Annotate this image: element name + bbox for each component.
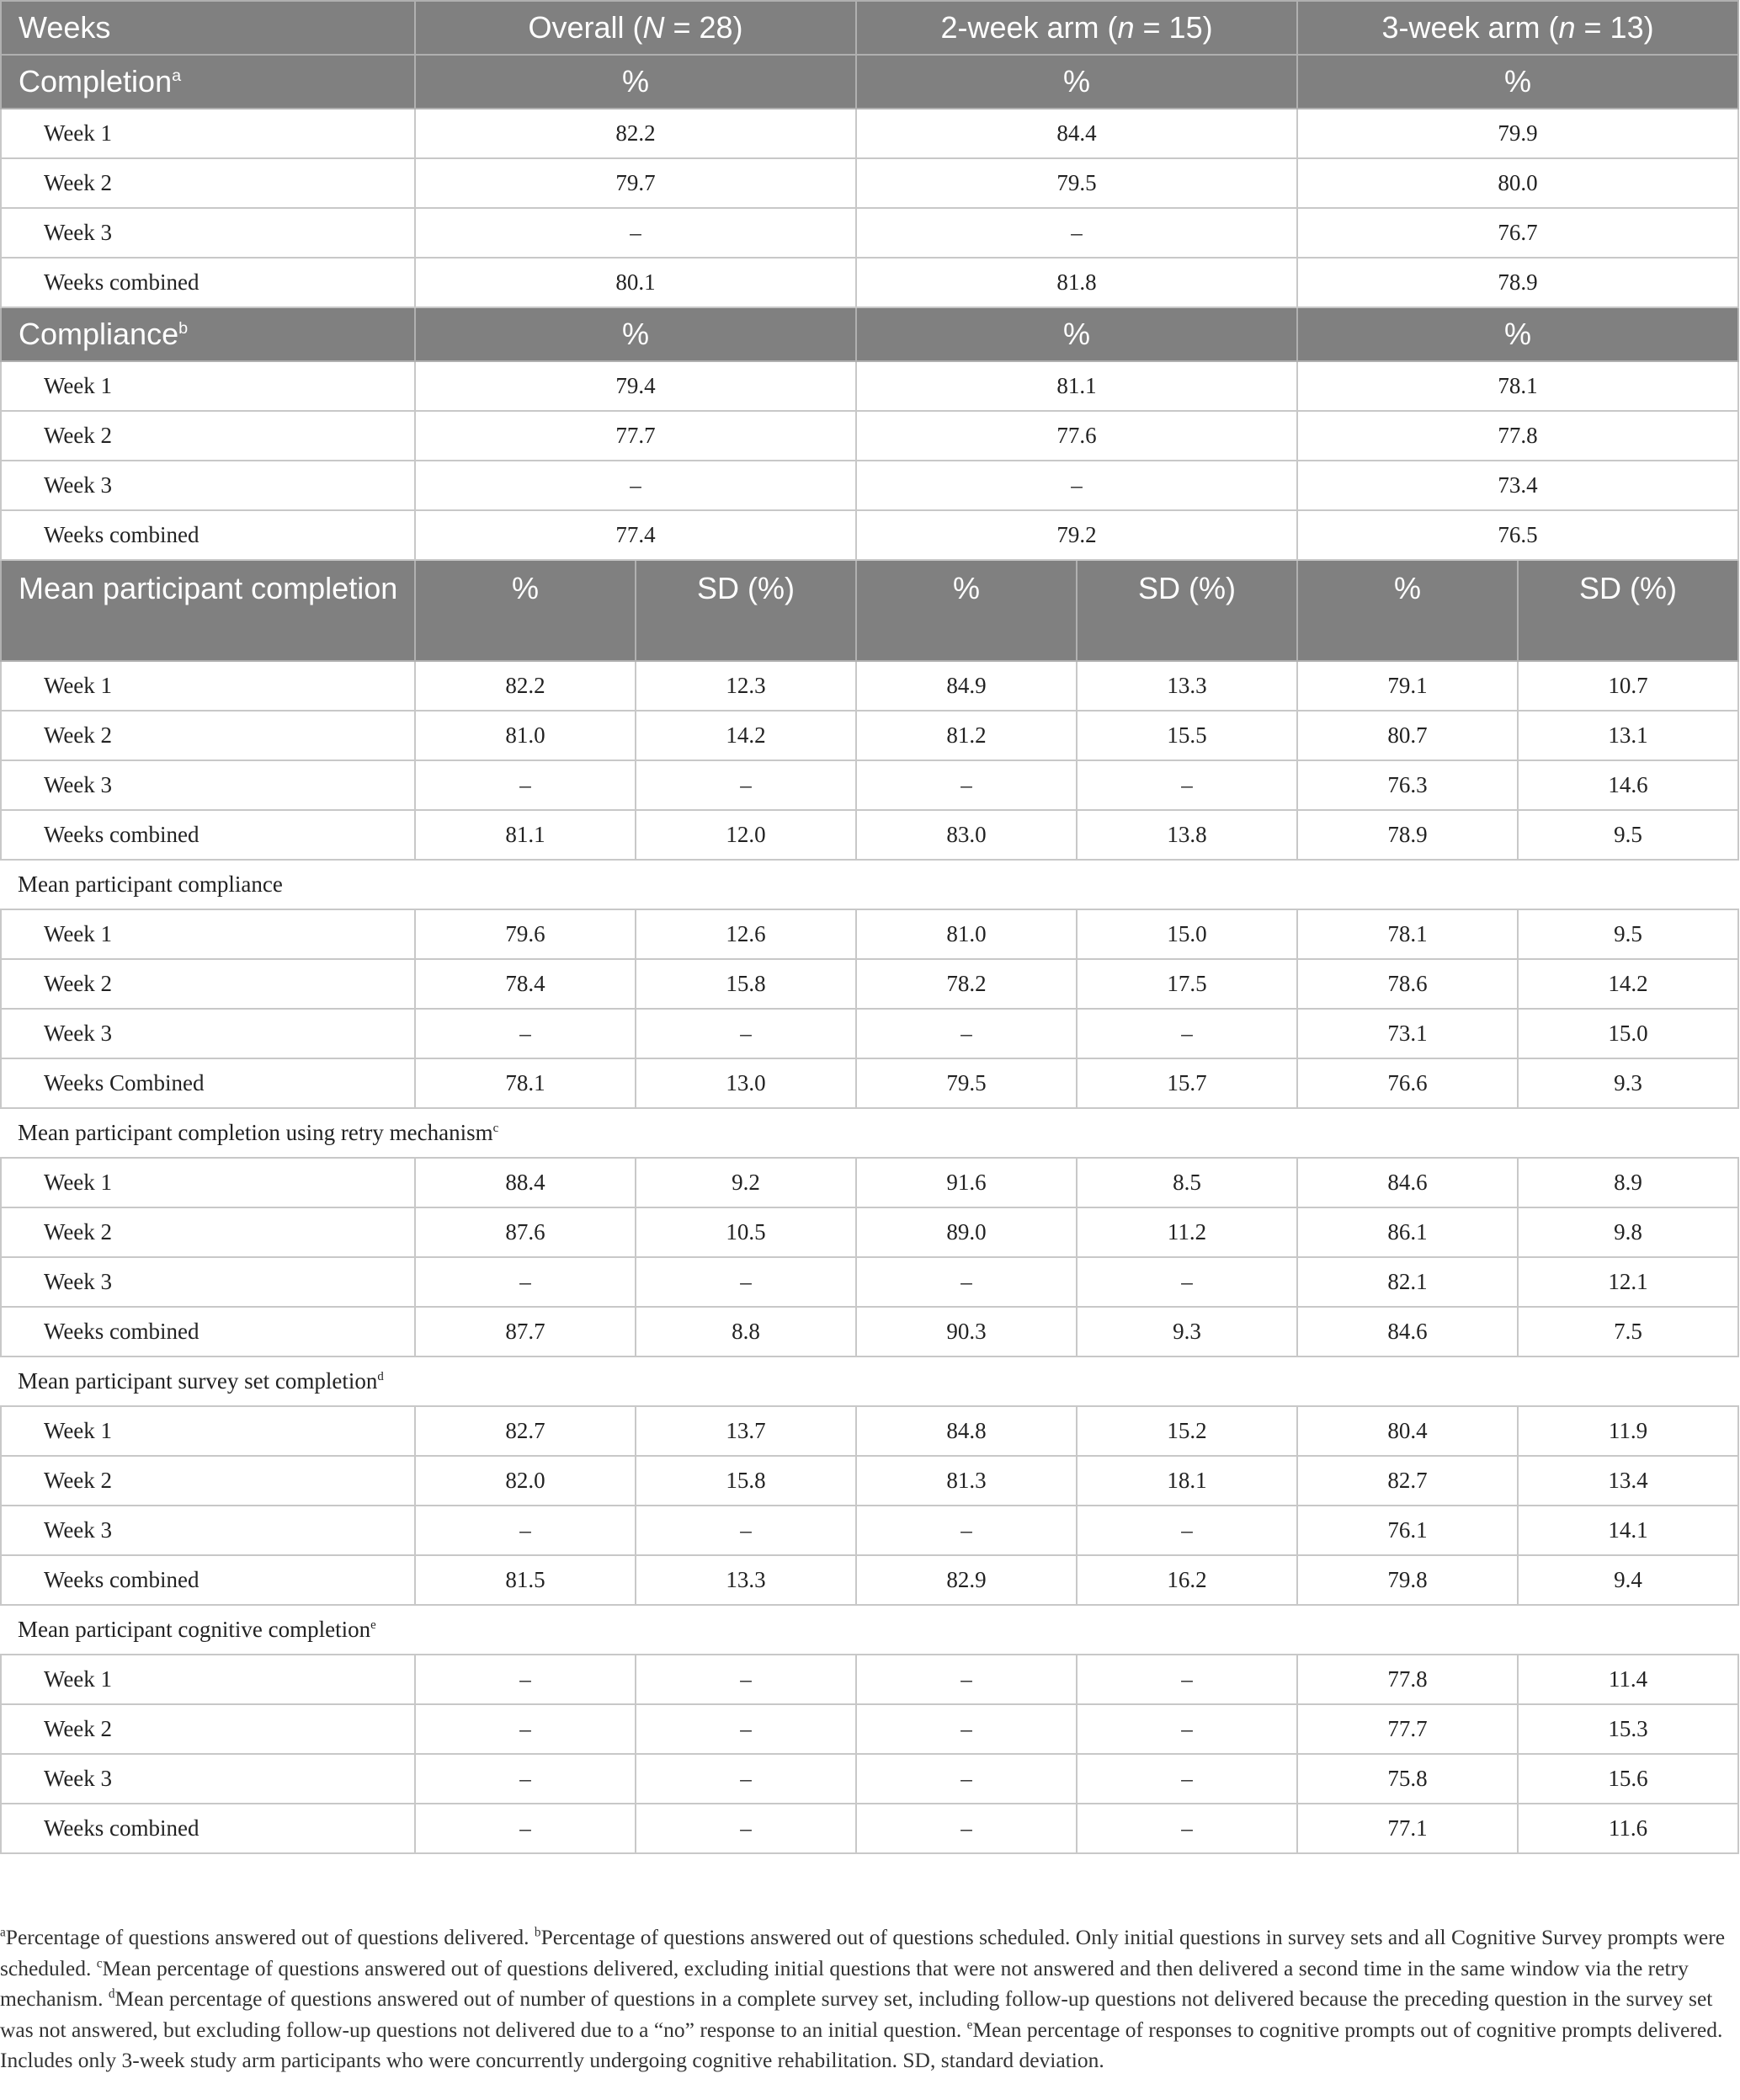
- value-cell: –: [1077, 1655, 1297, 1704]
- row-label: Weeks combined: [1, 1804, 415, 1853]
- value-cell: 15.0: [1077, 909, 1297, 959]
- value-cell: 75.8: [1297, 1754, 1518, 1804]
- value-cell: 83.0: [856, 810, 1077, 860]
- sd-header: SD (%): [636, 560, 856, 661]
- value-cell: –: [856, 1009, 1077, 1058]
- value-cell: –: [856, 1754, 1077, 1804]
- table-row: [1, 1506, 1738, 1555]
- value-cell: 79.6: [415, 909, 636, 959]
- value-cell: 17.5: [1077, 959, 1297, 1009]
- row-label: Week 2: [1, 1704, 415, 1754]
- column-header-row: [1, 1, 1738, 55]
- value-cell: 15.6: [1518, 1754, 1738, 1804]
- value-cell: 13.7: [636, 1406, 856, 1456]
- value-cell: 9.5: [1518, 909, 1738, 959]
- row-label: Week 2: [1, 1207, 415, 1257]
- table-row: [1, 1804, 1738, 1853]
- table-row: [1, 810, 1738, 860]
- row-label: Week 3: [1, 1257, 415, 1307]
- value-cell: 13.3: [1077, 661, 1297, 711]
- value-cell: –: [1077, 760, 1297, 810]
- value-cell: 12.1: [1518, 1257, 1738, 1307]
- value-cell: –: [415, 1506, 636, 1555]
- value-cell: 8.8: [636, 1307, 856, 1356]
- value-cell: 9.2: [636, 1158, 856, 1207]
- value-cell: –: [1077, 1704, 1297, 1754]
- table-row: [1, 1655, 1738, 1704]
- value-cell: 82.7: [1297, 1456, 1518, 1506]
- three-week-arm-header: 3-week arm (n = 13): [1297, 1, 1738, 55]
- value-cell: 78.6: [1297, 959, 1518, 1009]
- value-cell: –: [636, 1754, 856, 1804]
- value-cell: 84.8: [856, 1406, 1077, 1456]
- table-row: [1, 1555, 1738, 1605]
- footnote-marker: c: [492, 1122, 499, 1135]
- row-label: Week 1: [1, 109, 415, 158]
- value-cell: 80.1: [415, 258, 856, 307]
- value-cell: –: [415, 208, 856, 258]
- footnote-marker: e: [966, 2017, 973, 2032]
- table-row: [1, 1009, 1738, 1058]
- table-row: [1, 760, 1738, 810]
- section-title: [1, 307, 415, 361]
- value-cell: –: [856, 1257, 1077, 1307]
- value-cell: 11.4: [1518, 1655, 1738, 1704]
- table-row: [1, 1207, 1738, 1257]
- value-cell: 13.1: [1518, 711, 1738, 760]
- value-cell: 9.3: [1077, 1307, 1297, 1356]
- footnote-marker: b: [534, 1925, 541, 1940]
- subsection-title-text: Mean participant cognitive completion: [18, 1617, 371, 1642]
- table-row: [1, 1406, 1738, 1456]
- value-cell: 87.7: [415, 1307, 636, 1356]
- value-cell: –: [856, 1804, 1077, 1853]
- value-cell: –: [636, 1655, 856, 1704]
- value-cell: 15.5: [1077, 711, 1297, 760]
- value-cell: 12.6: [636, 909, 856, 959]
- value-cell: –: [415, 461, 856, 510]
- table-row: [1, 661, 1738, 711]
- subsection-row: [1, 1605, 1738, 1655]
- subsection-title: [1, 1605, 1738, 1655]
- value-cell: 82.9: [856, 1555, 1077, 1605]
- section-title: [1, 55, 415, 109]
- value-cell: –: [415, 1009, 636, 1058]
- footnote-text: Mean percentage of questions answered out of number of questions in a complete survey set, including follow-up questions not delivered because the preceding question in the survey set was not answered, but excluding follow-up questions not delivered due to a “no” response to an initial question.: [0, 1986, 1713, 2042]
- value-cell: 81.8: [856, 258, 1297, 307]
- value-cell: 13.0: [636, 1058, 856, 1108]
- value-cell: –: [415, 1704, 636, 1754]
- subsection-title-text: Mean participant survey set completion: [18, 1368, 378, 1394]
- value-cell: 77.7: [1297, 1704, 1518, 1754]
- value-cell: 9.5: [1518, 810, 1738, 860]
- value-cell: –: [1077, 1754, 1297, 1804]
- value-cell: –: [856, 208, 1297, 258]
- section-title-text: Completion: [19, 64, 173, 99]
- value-cell: 14.6: [1518, 760, 1738, 810]
- value-cell: –: [415, 1257, 636, 1307]
- row-label: Week 1: [1, 909, 415, 959]
- value-cell: –: [636, 1704, 856, 1754]
- value-cell: 76.7: [1297, 208, 1738, 258]
- value-cell: –: [1077, 1506, 1297, 1555]
- subsection-row: [1, 1356, 1738, 1406]
- value-cell: 78.9: [1297, 258, 1738, 307]
- footnote-text: Mean percentage of responses to cognitive prompts out of cognitive prompts delivered. Includes only 3-week study arm participants who were concurrently undergoing cognitive rehabilitation. SD, standard deviation.: [0, 2017, 1723, 2072]
- value-cell: 82.7: [415, 1406, 636, 1456]
- value-cell: 84.9: [856, 661, 1077, 711]
- value-cell: 79.8: [1297, 1555, 1518, 1605]
- two-week-arm-header: 2-week arm (n = 15): [856, 1, 1297, 55]
- value-cell: 76.3: [1297, 760, 1518, 810]
- row-label: Weeks combined: [1, 510, 415, 560]
- value-cell: –: [415, 1754, 636, 1804]
- value-cell: 73.4: [1297, 461, 1738, 510]
- unit-header: %: [856, 307, 1297, 361]
- unit-header: %: [415, 307, 856, 361]
- value-cell: 79.9: [1297, 109, 1738, 158]
- sd-header: SD (%): [1077, 560, 1297, 661]
- value-cell: 78.4: [415, 959, 636, 1009]
- value-cell: 78.1: [1297, 361, 1738, 411]
- value-cell: 13.8: [1077, 810, 1297, 860]
- subsection-title-text: Mean participant completion using retry mechanism: [18, 1120, 493, 1145]
- value-cell: 73.1: [1297, 1009, 1518, 1058]
- section-header-row: [1, 307, 1738, 361]
- value-cell: 13.3: [636, 1555, 856, 1605]
- subsection-title: [1, 1108, 1738, 1158]
- row-label: Weeks combined: [1, 1555, 415, 1605]
- value-cell: –: [856, 1506, 1077, 1555]
- subsection-row: [1, 860, 1738, 909]
- value-cell: 10.5: [636, 1207, 856, 1257]
- row-label: Week 2: [1, 411, 415, 461]
- value-cell: 9.3: [1518, 1058, 1738, 1108]
- percent-header: %: [415, 560, 636, 661]
- value-cell: 76.5: [1297, 510, 1738, 560]
- unit-header: %: [1297, 307, 1738, 361]
- percent-header: %: [856, 560, 1077, 661]
- table-footnote: [0, 1922, 1726, 2076]
- footnote-marker: a: [172, 67, 182, 85]
- value-cell: 82.2: [415, 661, 636, 711]
- value-cell: 81.3: [856, 1456, 1077, 1506]
- table-row: [1, 1456, 1738, 1506]
- table-row: [1, 711, 1738, 760]
- value-cell: 81.1: [856, 361, 1297, 411]
- row-label: Week 2: [1, 1456, 415, 1506]
- value-cell: –: [636, 1009, 856, 1058]
- value-cell: –: [1077, 1804, 1297, 1853]
- row-label: Week 2: [1, 158, 415, 208]
- footnote-text: Percentage of questions answered out of questions delivered.: [5, 1925, 535, 1949]
- value-cell: 77.1: [1297, 1804, 1518, 1853]
- subsection-title-text: Mean participant compliance: [18, 871, 283, 897]
- value-cell: 9.4: [1518, 1555, 1738, 1605]
- value-cell: 14.2: [636, 711, 856, 760]
- value-cell: 8.5: [1077, 1158, 1297, 1207]
- value-cell: 80.0: [1297, 158, 1738, 208]
- value-cell: –: [856, 1655, 1077, 1704]
- value-cell: 84.4: [856, 109, 1297, 158]
- row-label: Week 2: [1, 959, 415, 1009]
- row-label: Week 3: [1, 760, 415, 810]
- value-cell: 82.2: [415, 109, 856, 158]
- value-cell: 9.8: [1518, 1207, 1738, 1257]
- footnote-marker: d: [108, 1986, 115, 2001]
- value-cell: 91.6: [856, 1158, 1077, 1207]
- percent-header: %: [1297, 560, 1518, 661]
- value-cell: 81.2: [856, 711, 1077, 760]
- value-cell: 16.2: [1077, 1555, 1297, 1605]
- value-cell: 15.2: [1077, 1406, 1297, 1456]
- footnote-marker: b: [178, 319, 189, 338]
- value-cell: 90.3: [856, 1307, 1077, 1356]
- value-cell: 81.1: [415, 810, 636, 860]
- footnote-text: Mean percentage of questions answered out of questions delivered, excluding initial questions that were not answered and then delivered a second time in the same window via the retry mechanism.: [0, 1955, 1689, 2011]
- table-row: [1, 461, 1738, 510]
- value-cell: 89.0: [856, 1207, 1077, 1257]
- value-cell: –: [636, 760, 856, 810]
- value-cell: –: [856, 461, 1297, 510]
- value-cell: –: [856, 760, 1077, 810]
- value-cell: 77.4: [415, 510, 856, 560]
- table-row: [1, 510, 1738, 560]
- table-row: [1, 1307, 1738, 1356]
- subsection-title: [1, 860, 1738, 909]
- value-cell: –: [636, 1257, 856, 1307]
- value-cell: 13.4: [1518, 1456, 1738, 1506]
- value-cell: 79.7: [415, 158, 856, 208]
- table-row: [1, 258, 1738, 307]
- value-cell: 8.9: [1518, 1158, 1738, 1207]
- value-cell: 84.6: [1297, 1158, 1518, 1207]
- unit-header: %: [856, 55, 1297, 109]
- value-cell: 79.5: [856, 158, 1297, 208]
- row-label: Week 1: [1, 661, 415, 711]
- value-cell: 81.0: [856, 909, 1077, 959]
- row-label: Week 2: [1, 711, 415, 760]
- value-cell: 77.8: [1297, 1655, 1518, 1704]
- value-cell: 78.9: [1297, 810, 1518, 860]
- value-cell: 78.1: [415, 1058, 636, 1108]
- row-label: Week 3: [1, 208, 415, 258]
- value-cell: 81.0: [415, 711, 636, 760]
- value-cell: 7.5: [1518, 1307, 1738, 1356]
- value-cell: 78.2: [856, 959, 1077, 1009]
- value-cell: –: [415, 760, 636, 810]
- mean-section-title: Mean participant completion: [1, 560, 415, 661]
- value-cell: –: [636, 1804, 856, 1853]
- table-row: [1, 909, 1738, 959]
- table-row: [1, 361, 1738, 411]
- row-label: Weeks combined: [1, 810, 415, 860]
- value-cell: 12.0: [636, 810, 856, 860]
- value-cell: 15.0: [1518, 1009, 1738, 1058]
- value-cell: 14.2: [1518, 959, 1738, 1009]
- value-cell: 80.4: [1297, 1406, 1518, 1456]
- sd-header: SD (%): [1518, 560, 1738, 661]
- table-row: [1, 1704, 1738, 1754]
- mean-header-row: [1, 560, 1738, 661]
- footnote-paragraph: [0, 1922, 1726, 2076]
- section-header-row: [1, 55, 1738, 109]
- subsection-title: [1, 1356, 1738, 1406]
- value-cell: –: [1077, 1009, 1297, 1058]
- table-row: [1, 959, 1738, 1009]
- value-cell: 12.3: [636, 661, 856, 711]
- table-row: [1, 208, 1738, 258]
- subsection-row: [1, 1108, 1738, 1158]
- value-cell: –: [856, 1704, 1077, 1754]
- value-cell: 10.7: [1518, 661, 1738, 711]
- value-cell: –: [415, 1655, 636, 1704]
- value-cell: 79.4: [415, 361, 856, 411]
- weeks-header: Weeks: [1, 1, 415, 55]
- row-label: Week 3: [1, 1506, 415, 1555]
- row-label: Week 3: [1, 1009, 415, 1058]
- value-cell: 77.7: [415, 411, 856, 461]
- table-row: [1, 158, 1738, 208]
- value-cell: 79.5: [856, 1058, 1077, 1108]
- row-label: Weeks Combined: [1, 1058, 415, 1108]
- footnote-marker: a: [0, 1925, 6, 1940]
- value-cell: 18.1: [1077, 1456, 1297, 1506]
- footnote-marker: e: [370, 1618, 376, 1632]
- table-row: [1, 1257, 1738, 1307]
- footnote-text: Percentage of questions answered out of questions scheduled. Only initial questions in survey sets and all Cognitive Survey prompts were scheduled.: [0, 1925, 1726, 1980]
- value-cell: 77.6: [856, 411, 1297, 461]
- table-row: [1, 109, 1738, 158]
- value-cell: –: [636, 1506, 856, 1555]
- table-row: [1, 1158, 1738, 1207]
- table-row: [1, 411, 1738, 461]
- value-cell: –: [1077, 1257, 1297, 1307]
- footnote-marker: d: [377, 1370, 384, 1383]
- value-cell: 88.4: [415, 1158, 636, 1207]
- table-row: [1, 1058, 1738, 1108]
- value-cell: 84.6: [1297, 1307, 1518, 1356]
- value-cell: 14.1: [1518, 1506, 1738, 1555]
- value-cell: 11.6: [1518, 1804, 1738, 1853]
- value-cell: 79.2: [856, 510, 1297, 560]
- value-cell: 11.9: [1518, 1406, 1738, 1456]
- row-label: Week 3: [1, 1754, 415, 1804]
- value-cell: –: [415, 1804, 636, 1853]
- row-label: Week 1: [1, 1655, 415, 1704]
- value-cell: 82.1: [1297, 1257, 1518, 1307]
- unit-header: %: [415, 55, 856, 109]
- value-cell: 15.8: [636, 959, 856, 1009]
- value-cell: 15.3: [1518, 1704, 1738, 1754]
- footnote-marker: c: [96, 1956, 103, 1970]
- value-cell: 81.5: [415, 1555, 636, 1605]
- row-label: Weeks combined: [1, 1307, 415, 1356]
- value-cell: 87.6: [415, 1207, 636, 1257]
- value-cell: 15.7: [1077, 1058, 1297, 1108]
- row-label: Week 1: [1, 1158, 415, 1207]
- value-cell: 11.2: [1077, 1207, 1297, 1257]
- value-cell: 78.1: [1297, 909, 1518, 959]
- value-cell: 80.7: [1297, 711, 1518, 760]
- section-title-text: Compliance: [19, 317, 179, 351]
- value-cell: 76.6: [1297, 1058, 1518, 1108]
- row-label: Week 1: [1, 361, 415, 411]
- row-label: Week 3: [1, 461, 415, 510]
- value-cell: 15.8: [636, 1456, 856, 1506]
- value-cell: 82.0: [415, 1456, 636, 1506]
- row-label: Week 1: [1, 1406, 415, 1456]
- overall-header: Overall (N = 28): [415, 1, 856, 55]
- value-cell: 77.8: [1297, 411, 1738, 461]
- unit-header: %: [1297, 55, 1738, 109]
- row-label: Weeks combined: [1, 258, 415, 307]
- value-cell: 76.1: [1297, 1506, 1518, 1555]
- value-cell: 79.1: [1297, 661, 1518, 711]
- value-cell: 86.1: [1297, 1207, 1518, 1257]
- table-row: [1, 1754, 1738, 1804]
